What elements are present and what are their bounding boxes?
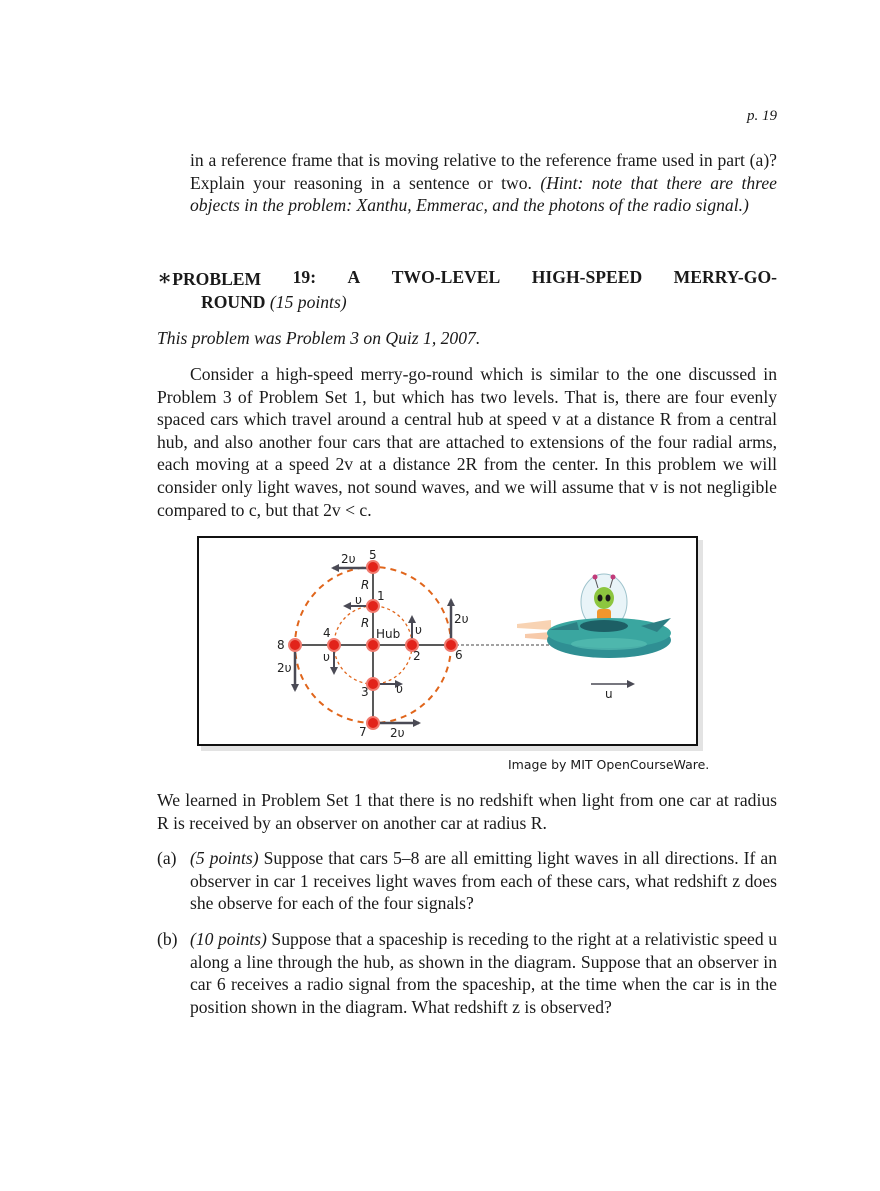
spaceship	[517, 574, 671, 658]
problem-source: This problem was Problem 3 on Quiz 1, 2007.	[157, 328, 481, 348]
part-a-points: (5 points)	[190, 848, 259, 868]
image-credit: Image by MIT OpenCourseWare.	[508, 757, 710, 772]
page-number: p. 19	[747, 108, 777, 124]
alien-eye-left	[598, 595, 603, 602]
antenna-tip-left	[593, 575, 598, 580]
part-b	[157, 928, 777, 1018]
followup-paragraph: We learned in Problem Set 1 that there is no redshift when light from one car at radius R is received by an observer on another car at radius R.	[157, 790, 777, 833]
car-5	[367, 561, 379, 573]
exhaust-flame	[517, 620, 551, 630]
car-label-4: 4	[323, 626, 331, 640]
car-label-8: 8	[277, 638, 285, 652]
problem-title-word-5: HIGH-SPEED	[531, 267, 643, 287]
speed-label-3: υ	[396, 682, 403, 696]
car-label-7: 7	[359, 725, 367, 739]
problem-title-word-2: 19:	[292, 267, 317, 287]
part-a-label: (a)	[157, 848, 177, 868]
speed-label-8: 2υ	[277, 661, 292, 675]
speed-label-6: 2υ	[454, 612, 469, 626]
star-mark: ∗	[157, 265, 173, 290]
part-b-points: (10 points)	[190, 929, 267, 949]
problem-title-word-1: ∗PROBLEM	[157, 265, 262, 290]
car-label-6: 6	[455, 648, 463, 662]
alien-eye-right	[606, 595, 611, 602]
spaceship-speed-label: u	[605, 687, 613, 701]
problem-description: Consider a high-speed merry-go-round which is similar to the one discussed in Problem 3 of Problem Set 1, but which has two levels. That is, there are four evenly spaced cars which travel around a central hub at speed v at a distance R from a central hub, and also another four cars that are attached to extensions of the four radial arms, each moving at a speed 2v at a distance 2R from the center. In this problem we will consider only light waves, not sound waves, and we will assume that v is not negligible compared to c, but that 2v < c.	[157, 364, 777, 520]
car-label-5: 5	[369, 548, 377, 562]
speed-label-4: υ	[323, 650, 330, 664]
merry-go-round-figure	[197, 536, 698, 746]
problem-title-word-4: TWO-LEVEL	[391, 267, 501, 287]
problem-title-cont: ROUND	[201, 292, 266, 312]
saucer-seat	[580, 620, 628, 632]
part-a-text: Suppose that cars 5–8 are all emitting light waves in all directions. If an observer in car 1 receives light waves from each of these cars, what redshift z does she observe for each of the four signals?	[190, 848, 777, 914]
speed-label-1: υ	[355, 593, 362, 607]
problem-title-word-3: A	[347, 267, 361, 287]
car-7	[367, 717, 379, 729]
speed-label-2: υ	[415, 623, 422, 637]
problem-title	[157, 266, 777, 314]
merry-go-round-diagram	[199, 538, 696, 744]
part-a	[157, 847, 777, 915]
intro-hint: (Hint: note that there are three objects in the problem: Xanthu, Emmerac, and the photons of the radio signal.)	[190, 172, 777, 216]
problem-points: (15 points)	[269, 292, 347, 312]
intro-text: in a reference frame that is moving relative to the reference frame used in part (a)? Explain your reasoning in a sentence or two.	[190, 150, 777, 193]
part-b-body	[190, 928, 777, 1018]
problem-title-line1	[157, 266, 777, 291]
alien-head	[594, 587, 614, 609]
problem-title-word-6: MERRY-GO-	[673, 267, 777, 287]
part-b-label: (b)	[157, 929, 178, 949]
radius-label-inner: R	[361, 616, 370, 630]
car-label-3: 3	[361, 685, 369, 699]
speed-label-5: 2υ	[341, 552, 356, 566]
radius-label-outer: R	[361, 578, 370, 592]
part-b-text: Suppose that a spaceship is receding to the right at a relativistic speed u along a line through the hub, as shown in the diagram. Suppose that an observer in car 6 receives a radio signal from the spaceship, at the time when the car is in the position shown in the diagram. What redshift z is observed?	[190, 929, 777, 1017]
problem-title-line2	[157, 291, 777, 314]
car-8	[289, 639, 301, 651]
antenna-tip-right	[611, 575, 616, 580]
speed-label-7: 2υ	[390, 726, 405, 740]
car-3	[367, 678, 379, 690]
intro-paragraph	[190, 149, 777, 217]
hub-label: Hub	[376, 627, 401, 641]
part-a-body	[190, 847, 777, 915]
car-label-2: 2	[413, 649, 421, 663]
saucer-highlight	[571, 638, 647, 650]
car-label-1: 1	[377, 589, 385, 603]
